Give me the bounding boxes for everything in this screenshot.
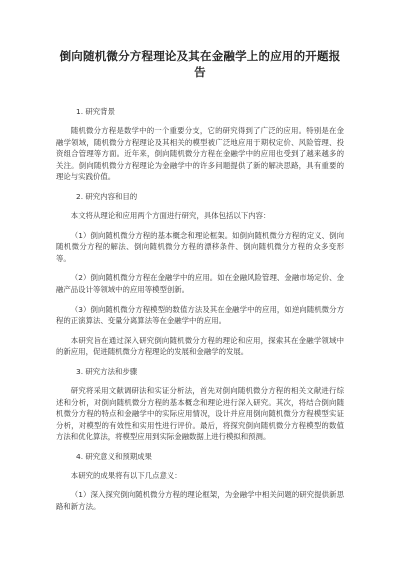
list-item-paragraph: （1）倒向随机微分方程的基本概念和理论框架。如倒向随机微分方程的定义、倒向随机微分方程的解法、倒向随机微分方程的漂移条件、倒向随机微分方程的众多变形等。 [56,230,344,263]
list-item-paragraph: （3）倒向随机微分方程模型的数值方法及其在金融学中的应用，如逆向随机微分方程的正演算法、变量分离算法等在金融学中的应用。 [56,304,344,326]
section-heading: 4. 研究意义和预期成果 [76,451,152,461]
document-title: 倒向随机微分方程理论及其在金融学上的应用的开题报告 [59,49,341,79]
paragraph: 随机微分方程是数学中的一个重要分支，它的研究得到了广泛的应用。特别是在金融学领域，随机微分方程理论及其相关的模型被广泛地应用于期权定价、风险管理、投资组合管理等方面。近年来，倒向随机微分方程在金融学中的应用也受到了越来越多的关注。倒向随机微分方程理论为金融学中的许多问题提供了新的解决思路，具有重要的理论与实践价值。 [56,126,344,182]
paragraph: 本研究的成果将有以下几点意义： [70,470,182,480]
paragraph: 本文将从理论和应用两个方面进行研究，具体包括以下内容： [70,210,271,220]
paragraph: 本研究旨在通过深入研究倒向随机微分方程的理论和应用，探索其在金融学领域中的新应用，促进随机微分方程理论的发展和金融学的发展。 [56,335,344,357]
section-heading: 3. 研究方法和步骤 [76,366,138,376]
list-item-paragraph: （1）深入探究倒向随机微分方程的理论框架，为金融学中相关问题的研究提供新思路和新方法。 [56,490,344,512]
section-heading: 1. 研究背景 [76,107,115,116]
section-heading: 2. 研究内容和目的 [76,191,138,201]
list-item-paragraph: （2）倒向随机微分方程在金融学中的应用。如在金融风险管理、金融市场定价、金融产品设计等领域中的应用等模型创新。 [56,273,344,294]
document-body [56,106,344,513]
paragraph: 研究将采用文献调研法和实证分析法，首先对倒向随机微分方程的相关文献进行综述和分析，对倒向随机微分方程的基本概念和理论进行深入研究。其次，将结合倒向随机微分方程的特点和金融学中的实际应用情况，设计并应用倒向随机微分方程模型实证分析，对模型的有效性和实用性进行评价。最后，将探究倒向随机微分方程模型的数值方法和优化算法，将模型应用到实际金融数据上进行模拟和预测。 [56,385,344,442]
